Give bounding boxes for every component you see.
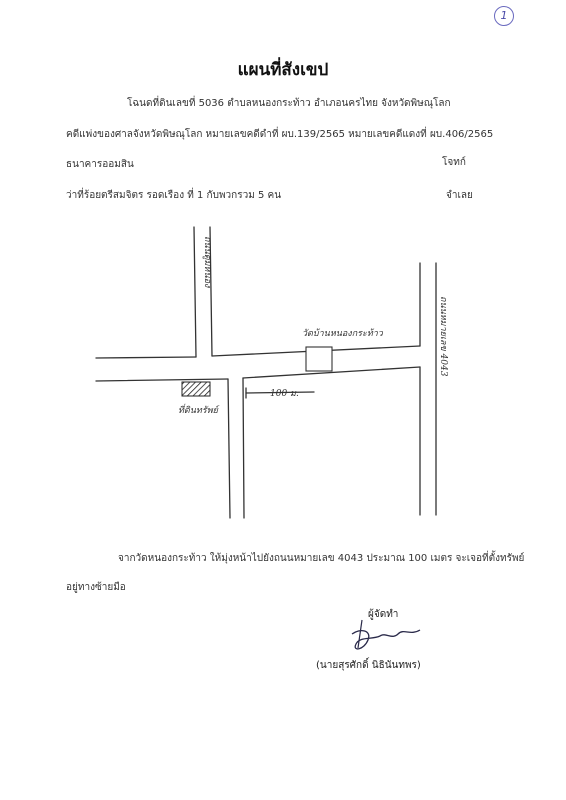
south-road-east-edge <box>243 378 244 518</box>
signatory-title: ผู้จัดทำ <box>368 609 399 620</box>
property-marker <box>182 382 210 396</box>
deed-line: โฉนดที่ดินเลขที่ 5036 ตำบลหนองกระท้าว อำเภอนครไทย จังหวัดพิษณุโลก <box>127 98 451 109</box>
temple-label: วัดบ้านหนองกระท้าว <box>302 329 383 339</box>
plaintiff-role: โจทก์ <box>442 157 466 168</box>
defendant-role: จำเลย <box>446 190 473 201</box>
left-road-label: ถนนตูมหนอง <box>202 236 212 288</box>
signatory-name: (นายสุรศักดิ์ นิธินันทพร) <box>316 660 421 671</box>
right-road-label: ถนนหมายเลข 4043 <box>438 296 448 377</box>
defendant-name: ว่าที่ร้อยตรีสมจิตร รอดเรือง ที่ 1 กับพวกรวม 5 คน <box>66 190 282 201</box>
signature-stroke <box>358 620 362 648</box>
directions-line-1: จากวัดหนองกระท้าว ให้มุ่งหน้าไปยังถนนหมายเลข 4043 ประมาณ 100 เมตร จะเจอที่ตั้งทรัพย์ <box>118 553 525 564</box>
plaintiff-name: ธนาคารออมสิน <box>66 159 134 170</box>
road-lower-edge-west <box>96 379 228 381</box>
directions-line-2: อยู่ทางซ้ายมือ <box>66 582 126 593</box>
case-line: คดีแพ่งของศาลจังหวัดพิษณุโลก หมายเลขคดีดำที่ ผบ.139/2565 หมายเลขคดีแดงที่ ผบ.406/2565 <box>66 129 494 140</box>
scale-label: 100 ม. <box>270 389 299 399</box>
left-road-west-edge <box>194 227 196 357</box>
road-upper-edge-west <box>96 357 196 358</box>
property-label: ที่ดินทรัพย์ <box>178 406 218 416</box>
page-number: 1 <box>494 6 514 26</box>
temple-marker <box>306 347 332 371</box>
signature-mark <box>352 630 420 649</box>
south-road-west-edge <box>228 379 230 518</box>
page-title: แผนที่สังเขป <box>237 60 329 80</box>
